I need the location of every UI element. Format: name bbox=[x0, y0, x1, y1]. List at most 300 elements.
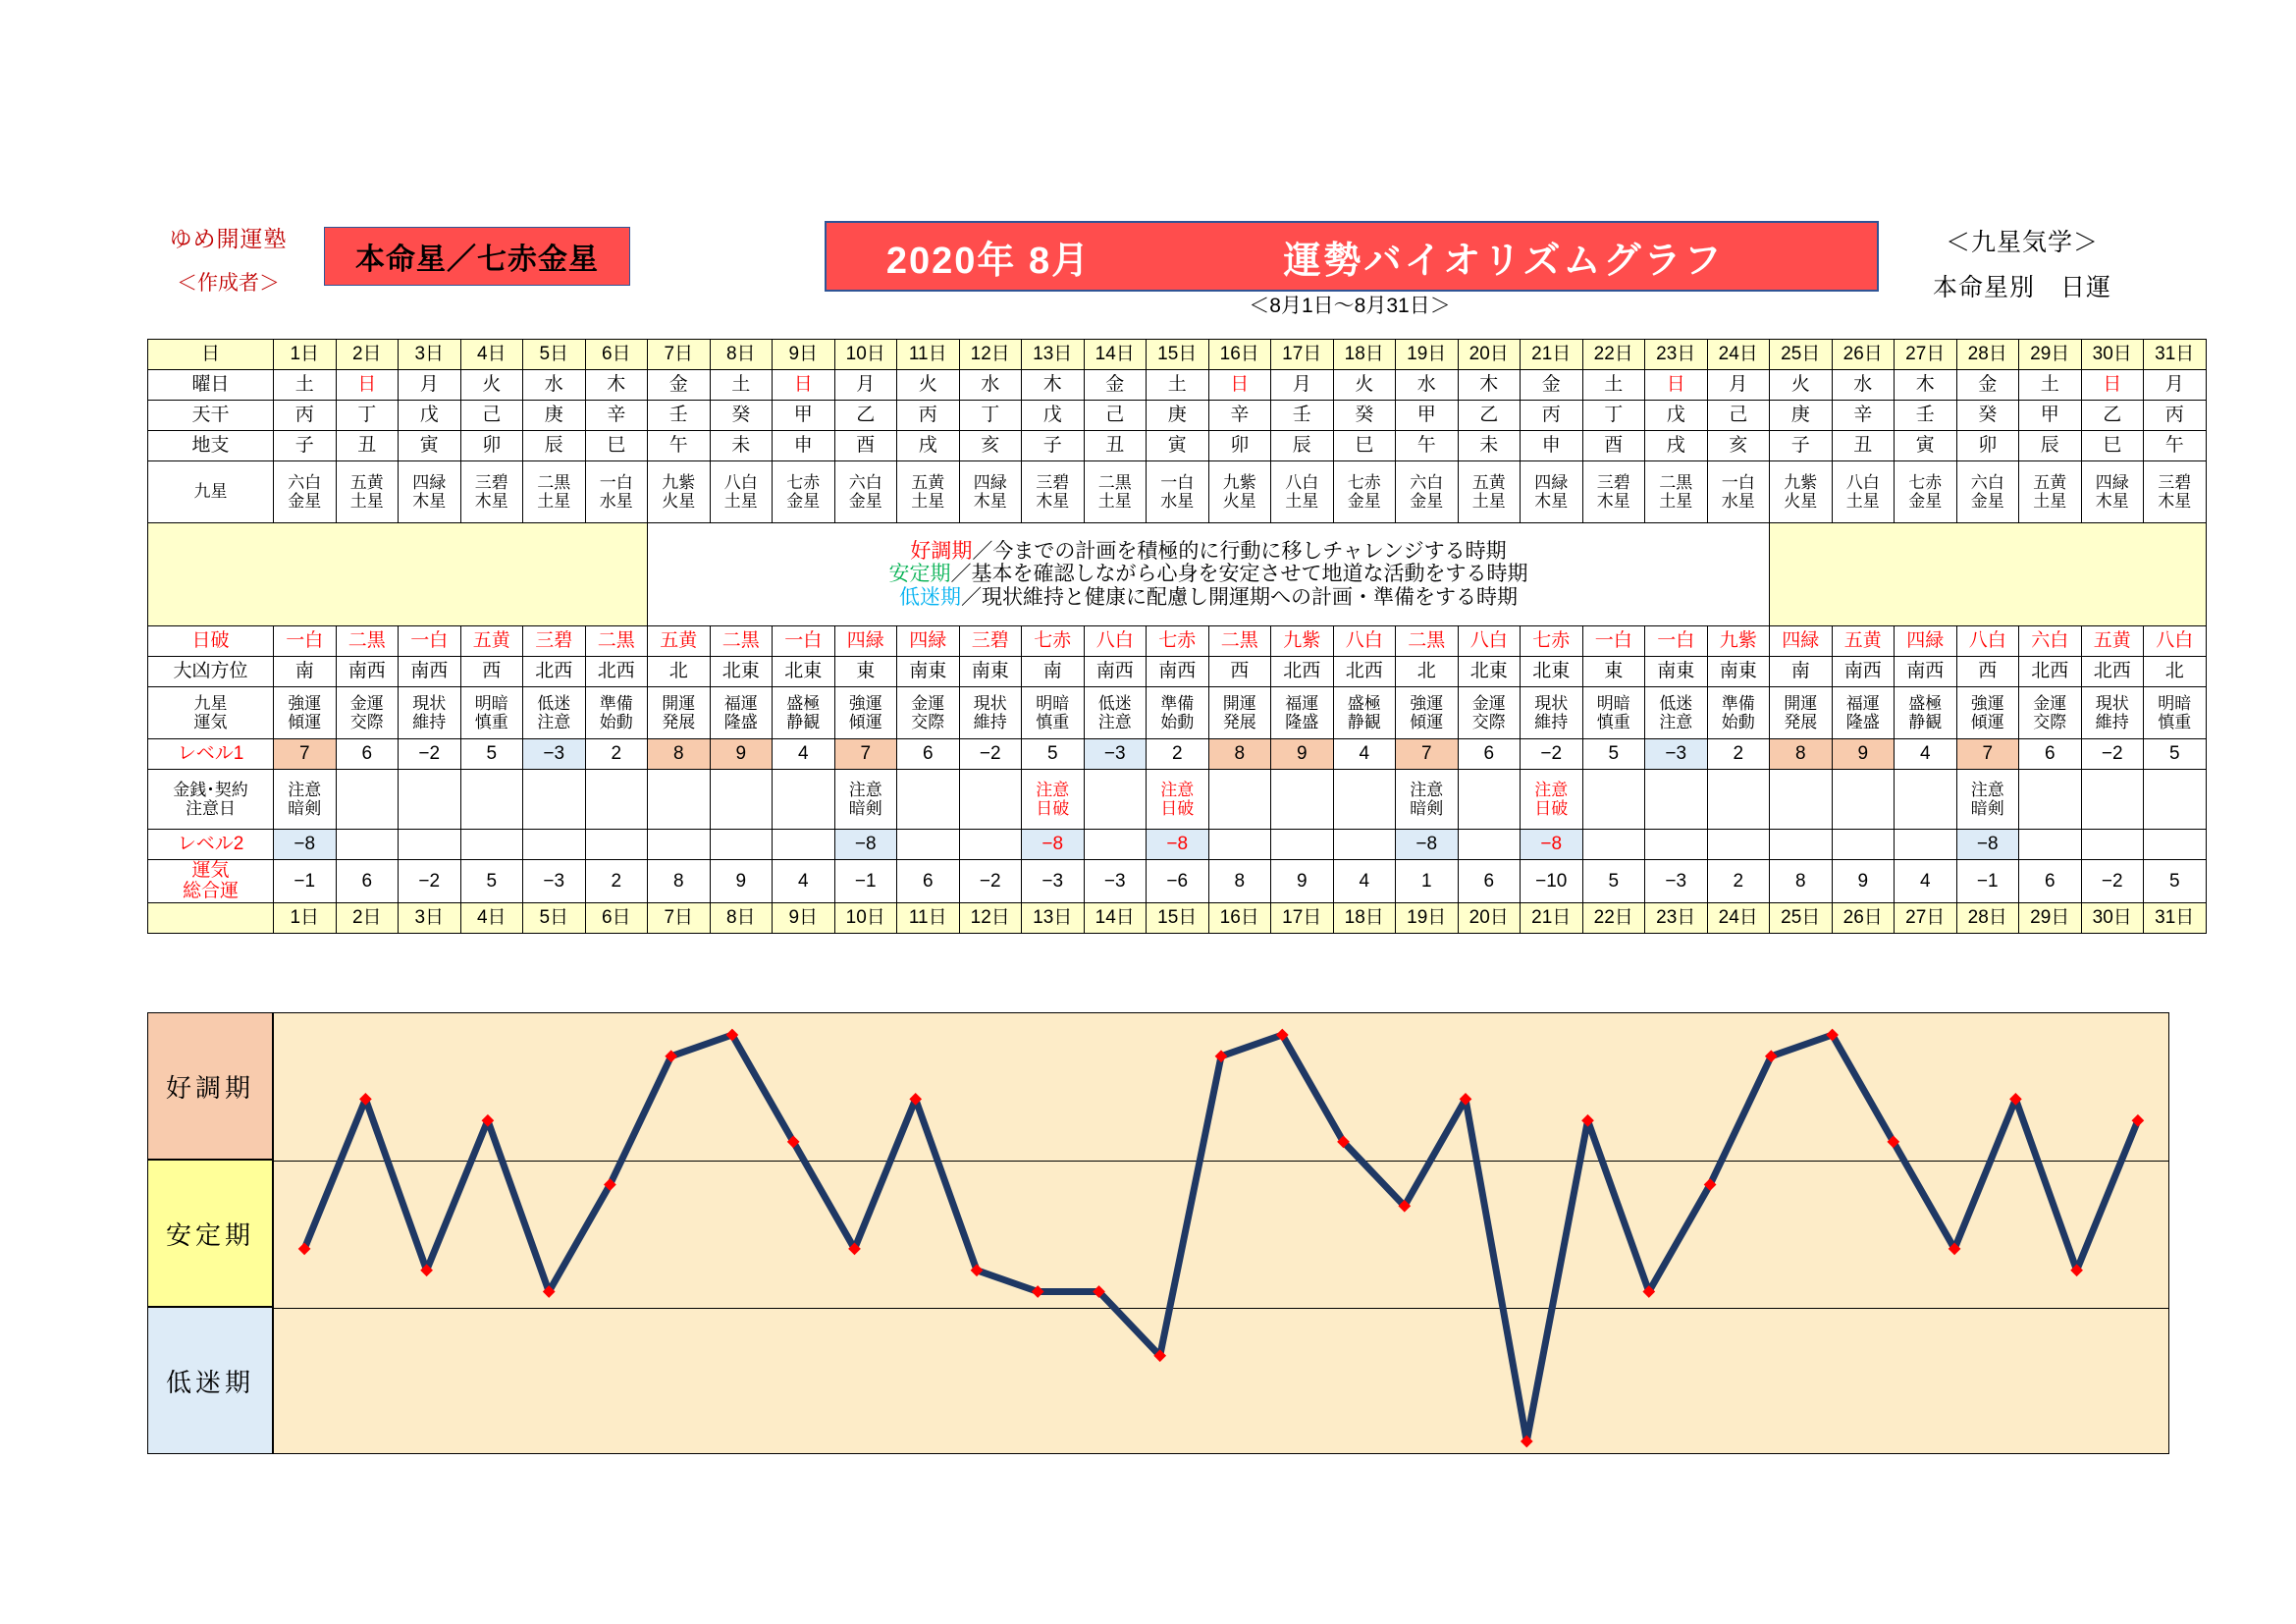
sogo-cell: −1 bbox=[834, 860, 897, 903]
unki-cell: 盛極 静観 bbox=[1895, 687, 1957, 739]
tenkan-cell: 丁 bbox=[1582, 401, 1645, 431]
kyusei-cell: 七赤 金星 bbox=[1333, 461, 1396, 523]
level2-cell bbox=[1208, 830, 1271, 860]
nippa-cell: 五黄 bbox=[2081, 626, 2144, 657]
nippa-cell: 二黒 bbox=[585, 626, 648, 657]
weekday-cell: 金 bbox=[1084, 370, 1147, 401]
chishi-cell: 卯 bbox=[1956, 431, 2019, 461]
sogo-cell: −1 bbox=[1956, 860, 2019, 903]
kinsen-cell bbox=[523, 770, 586, 830]
row-label: 大凶方位 bbox=[148, 657, 274, 687]
row-label: 天干 bbox=[148, 401, 274, 431]
level1-cell: −2 bbox=[959, 739, 1022, 770]
kyusei-cell: 七赤 金星 bbox=[773, 461, 835, 523]
day-footer-cell: 1日 bbox=[274, 902, 337, 933]
weekday-cell: 日 bbox=[773, 370, 835, 401]
row-label: 日破 bbox=[148, 626, 274, 657]
nippa-cell: 三碧 bbox=[523, 626, 586, 657]
row-chishi bbox=[148, 431, 2207, 461]
nippa-cell: 二黒 bbox=[1208, 626, 1271, 657]
row-sogo bbox=[148, 860, 2207, 903]
brand-name: ゆめ開運塾 bbox=[169, 226, 288, 251]
level2-cell bbox=[336, 830, 399, 860]
day-footer-cell: 18日 bbox=[1333, 902, 1396, 933]
chishi-cell: 寅 bbox=[1895, 431, 1957, 461]
kyusei-cell: 八白 土星 bbox=[1271, 461, 1334, 523]
level2-cell: −8 bbox=[1147, 830, 1209, 860]
daikyo-cell: 北西 bbox=[1333, 657, 1396, 687]
kinsen-cell bbox=[1832, 770, 1895, 830]
nippa-cell: 八白 bbox=[2144, 626, 2207, 657]
page-header bbox=[147, 221, 2169, 317]
chishi-cell: 午 bbox=[2144, 431, 2207, 461]
daikyo-cell: 東 bbox=[834, 657, 897, 687]
nippa-cell: 九紫 bbox=[1707, 626, 1770, 657]
unki-cell: 開運 発展 bbox=[1770, 687, 1833, 739]
day-footer-cell: 16日 bbox=[1208, 902, 1271, 933]
level1-cell: 6 bbox=[2019, 739, 2082, 770]
sogo-cell: 4 bbox=[1333, 860, 1396, 903]
tenkan-cell: 乙 bbox=[834, 401, 897, 431]
unki-cell: 金運 交際 bbox=[336, 687, 399, 739]
weekday-cell: 月 bbox=[399, 370, 461, 401]
day-footer-cell: 20日 bbox=[1458, 902, 1521, 933]
day-footer-cell: 22日 bbox=[1582, 902, 1645, 933]
kinsen-cell: 注意 暗剣 bbox=[1956, 770, 2019, 830]
day-footer-cell: 13日 bbox=[1022, 902, 1085, 933]
day-footer-cell: 4日 bbox=[460, 902, 523, 933]
day-header-cell: 1日 bbox=[274, 340, 337, 370]
chishi-cell: 子 bbox=[274, 431, 337, 461]
chishi-cell: 戌 bbox=[897, 431, 960, 461]
level2-cell: −8 bbox=[1521, 830, 1583, 860]
unki-cell: 強運 傾運 bbox=[1396, 687, 1459, 739]
level1-cell: 7 bbox=[834, 739, 897, 770]
unki-cell: 金運 交際 bbox=[897, 687, 960, 739]
level2-cell bbox=[523, 830, 586, 860]
day-header-cell: 6日 bbox=[585, 340, 648, 370]
tenkan-cell: 甲 bbox=[773, 401, 835, 431]
sogo-cell: 1 bbox=[1396, 860, 1459, 903]
daikyo-cell: 南西 bbox=[1895, 657, 1957, 687]
kinsen-cell bbox=[1645, 770, 1708, 830]
row-label: 金銭･契約 注意日 bbox=[148, 770, 274, 830]
kyusei-cell: 三碧 木星 bbox=[460, 461, 523, 523]
level2-cell bbox=[1271, 830, 1334, 860]
day-footer-cell: 23日 bbox=[1645, 902, 1708, 933]
daikyo-cell: 西 bbox=[1208, 657, 1271, 687]
chishi-cell: 子 bbox=[1022, 431, 1085, 461]
sogo-cell: 5 bbox=[460, 860, 523, 903]
level2-cell: −8 bbox=[1396, 830, 1459, 860]
chishi-cell: 申 bbox=[773, 431, 835, 461]
row-weekday bbox=[148, 370, 2207, 401]
level2-cell bbox=[1770, 830, 1833, 860]
tenkan-cell: 丙 bbox=[2144, 401, 2207, 431]
level1-cell: 5 bbox=[460, 739, 523, 770]
chishi-cell: 卯 bbox=[1208, 431, 1271, 461]
level2-cell: −8 bbox=[1956, 830, 2019, 860]
unki-cell: 現状 維持 bbox=[2081, 687, 2144, 739]
level1-cell: 6 bbox=[1458, 739, 1521, 770]
daikyo-cell: 北東 bbox=[1521, 657, 1583, 687]
level1-cell: 9 bbox=[1832, 739, 1895, 770]
row-notes bbox=[148, 523, 2207, 626]
chishi-cell: 卯 bbox=[460, 431, 523, 461]
sogo-cell: 6 bbox=[897, 860, 960, 903]
nippa-cell: 七赤 bbox=[1521, 626, 1583, 657]
kyusei-cell: 二黒 土星 bbox=[1084, 461, 1147, 523]
chishi-cell: 子 bbox=[1770, 431, 1833, 461]
kinsen-cell bbox=[2081, 770, 2144, 830]
chishi-cell: 辰 bbox=[1271, 431, 1334, 461]
day-header-cell: 5日 bbox=[523, 340, 586, 370]
nippa-cell: 一白 bbox=[274, 626, 337, 657]
day-footer-cell: 17日 bbox=[1271, 902, 1334, 933]
day-header-cell: 17日 bbox=[1271, 340, 1334, 370]
day-footer-cell: 3日 bbox=[399, 902, 461, 933]
day-footer-cell: 2日 bbox=[336, 902, 399, 933]
unki-cell: 準備 始動 bbox=[1147, 687, 1209, 739]
kinsen-cell bbox=[1084, 770, 1147, 830]
weekday-cell: 土 bbox=[274, 370, 337, 401]
day-footer-cell: 21日 bbox=[1521, 902, 1583, 933]
nippa-cell: 六白 bbox=[2019, 626, 2082, 657]
sogo-cell: 2 bbox=[585, 860, 648, 903]
day-footer-cell: 24日 bbox=[1707, 902, 1770, 933]
kyusei-cell: 九紫 火星 bbox=[648, 461, 711, 523]
row-unki bbox=[148, 687, 2207, 739]
kyusei-cell: 四緑 木星 bbox=[2081, 461, 2144, 523]
row-label: 九星 bbox=[148, 461, 274, 523]
day-header-cell: 31日 bbox=[2144, 340, 2207, 370]
level1-cell: 8 bbox=[648, 739, 711, 770]
level2-cell bbox=[1895, 830, 1957, 860]
level1-cell: −3 bbox=[1084, 739, 1147, 770]
tenkan-cell: 戊 bbox=[1022, 401, 1085, 431]
chishi-cell: 午 bbox=[648, 431, 711, 461]
kinsen-cell: 注意 日破 bbox=[1521, 770, 1583, 830]
sogo-cell: −1 bbox=[274, 860, 337, 903]
row-label: 運気 総合運 bbox=[148, 860, 274, 903]
day-header-cell: 22日 bbox=[1582, 340, 1645, 370]
kyusei-cell: 二黒 土星 bbox=[1645, 461, 1708, 523]
zone-label-teimei: 低迷期 bbox=[147, 1307, 273, 1454]
nippa-cell: 八白 bbox=[1084, 626, 1147, 657]
level1-cell: 7 bbox=[1956, 739, 2019, 770]
fortune-table-body bbox=[148, 340, 2207, 934]
row-level1 bbox=[148, 739, 2207, 770]
daikyo-cell: 北西 bbox=[2019, 657, 2082, 687]
level1-cell: −3 bbox=[1645, 739, 1708, 770]
level2-cell bbox=[710, 830, 773, 860]
daikyo-cell: 北東 bbox=[710, 657, 773, 687]
tenkan-cell: 壬 bbox=[1895, 401, 1957, 431]
sogo-cell: −2 bbox=[959, 860, 1022, 903]
level2-cell bbox=[773, 830, 835, 860]
level1-cell: 7 bbox=[1396, 739, 1459, 770]
row-day bbox=[148, 340, 2207, 370]
day-footer-cell: 28日 bbox=[1956, 902, 2019, 933]
level1-cell: 9 bbox=[710, 739, 773, 770]
kinsen-cell bbox=[1582, 770, 1645, 830]
day-footer-cell: 26日 bbox=[1832, 902, 1895, 933]
row-daikyo bbox=[148, 657, 2207, 687]
day-header-cell: 19日 bbox=[1396, 340, 1459, 370]
level2-cell: −8 bbox=[834, 830, 897, 860]
daikyo-cell: 南 bbox=[274, 657, 337, 687]
kyusei-cell: 七赤 金星 bbox=[1895, 461, 1957, 523]
sogo-cell: 9 bbox=[1271, 860, 1334, 903]
weekday-cell: 土 bbox=[1582, 370, 1645, 401]
level1-cell: −2 bbox=[399, 739, 461, 770]
kyusei-cell: 六白 金星 bbox=[1396, 461, 1459, 523]
unki-cell: 福運 隆盛 bbox=[1832, 687, 1895, 739]
day-header-cell: 12日 bbox=[959, 340, 1022, 370]
tenkan-cell: 乙 bbox=[2081, 401, 2144, 431]
day-footer-cell: 29日 bbox=[2019, 902, 2082, 933]
tenkan-cell: 辛 bbox=[585, 401, 648, 431]
tenkan-cell: 甲 bbox=[1396, 401, 1459, 431]
level2-cell bbox=[959, 830, 1022, 860]
row-label: レベル2 bbox=[148, 830, 274, 860]
level1-cell: 2 bbox=[1147, 739, 1209, 770]
chishi-cell: 亥 bbox=[959, 431, 1022, 461]
tenkan-cell: 辛 bbox=[1832, 401, 1895, 431]
level2-cell bbox=[2144, 830, 2207, 860]
level2-cell bbox=[399, 830, 461, 860]
chishi-cell: 戌 bbox=[1645, 431, 1708, 461]
kyusei-cell: 五黄 土星 bbox=[336, 461, 399, 523]
unki-cell: 現状 維持 bbox=[399, 687, 461, 739]
nippa-cell: 四緑 bbox=[1770, 626, 1833, 657]
unki-cell: 低迷 注意 bbox=[523, 687, 586, 739]
level1-cell: −2 bbox=[2081, 739, 2144, 770]
weekday-cell: 金 bbox=[1956, 370, 2019, 401]
tenkan-cell: 癸 bbox=[1956, 401, 2019, 431]
tenkan-cell: 己 bbox=[460, 401, 523, 431]
kyusei-cell: 八白 土星 bbox=[1832, 461, 1895, 523]
page-title: 運勢バイオリズムグラフ bbox=[1283, 240, 1725, 282]
day-header-cell: 30日 bbox=[2081, 340, 2144, 370]
sogo-cell: −10 bbox=[1521, 860, 1583, 903]
chishi-cell: 亥 bbox=[1707, 431, 1770, 461]
day-footer-cell: 27日 bbox=[1895, 902, 1957, 933]
kinsen-cell bbox=[1770, 770, 1833, 830]
chishi-cell: 辰 bbox=[2019, 431, 2082, 461]
sogo-cell: −3 bbox=[1645, 860, 1708, 903]
daikyo-cell: 東 bbox=[1582, 657, 1645, 687]
kyusei-cell: 一白 水星 bbox=[1147, 461, 1209, 523]
biorhythm-graph bbox=[147, 1012, 2169, 1454]
tenkan-cell: 乙 bbox=[1458, 401, 1521, 431]
level1-cell: 7 bbox=[274, 739, 337, 770]
nippa-cell: 八白 bbox=[1458, 626, 1521, 657]
chishi-cell: 巳 bbox=[2081, 431, 2144, 461]
level2-cell bbox=[1084, 830, 1147, 860]
day-header-cell: 23日 bbox=[1645, 340, 1708, 370]
daikyo-cell: 南東 bbox=[1707, 657, 1770, 687]
sogo-cell: 6 bbox=[336, 860, 399, 903]
day-footer-cell: 19日 bbox=[1396, 902, 1459, 933]
sogo-cell: 4 bbox=[1895, 860, 1957, 903]
unki-cell: 強運 傾運 bbox=[834, 687, 897, 739]
day-header-cell: 9日 bbox=[773, 340, 835, 370]
year-month-label: 2020年 8月 bbox=[885, 240, 1092, 282]
sogo-cell: 2 bbox=[1707, 860, 1770, 903]
graph-plot-area bbox=[273, 1012, 2169, 1454]
daikyo-cell: 北東 bbox=[1458, 657, 1521, 687]
day-footer-cell: 14日 bbox=[1084, 902, 1147, 933]
day-header-cell: 26日 bbox=[1832, 340, 1895, 370]
weekday-cell: 火 bbox=[1333, 370, 1396, 401]
category-sub-label: 本命星別 日運 bbox=[1932, 274, 2111, 301]
notes-block: 好調期／今までの計画を積極的に行動に移しチャレンジする時期 安定期／基本を確認しながら心身を安定させて地道な活動をする時期 低迷期／現状維持と健康に配慮し開運期への計画・準備をする時期 bbox=[648, 523, 1770, 626]
weekday-cell: 水 bbox=[959, 370, 1022, 401]
weekday-cell: 日 bbox=[1208, 370, 1271, 401]
unki-cell: 福運 隆盛 bbox=[710, 687, 773, 739]
nippa-cell: 四緑 bbox=[834, 626, 897, 657]
level1-cell: 8 bbox=[1208, 739, 1271, 770]
chishi-cell: 巳 bbox=[585, 431, 648, 461]
level1-cell: 4 bbox=[1895, 739, 1957, 770]
level1-cell: −2 bbox=[1521, 739, 1583, 770]
nippa-cell: 四緑 bbox=[897, 626, 960, 657]
tenkan-cell: 丁 bbox=[336, 401, 399, 431]
brand-author: ＜作成者＞ bbox=[177, 272, 280, 295]
kyusei-cell: 六白 金星 bbox=[274, 461, 337, 523]
sogo-cell: 8 bbox=[1770, 860, 1833, 903]
unki-cell: 明暗 慎重 bbox=[460, 687, 523, 739]
weekday-cell: 日 bbox=[1645, 370, 1708, 401]
unki-cell: 金運 交際 bbox=[2019, 687, 2082, 739]
day-header-cell: 25日 bbox=[1770, 340, 1833, 370]
kyusei-cell: 五黄 土星 bbox=[2019, 461, 2082, 523]
tenkan-cell: 壬 bbox=[1271, 401, 1334, 431]
sogo-cell: −3 bbox=[523, 860, 586, 903]
tenkan-cell: 庚 bbox=[523, 401, 586, 431]
day-header-cell: 21日 bbox=[1521, 340, 1583, 370]
daikyo-cell: 北西 bbox=[585, 657, 648, 687]
row-label bbox=[148, 902, 274, 933]
row-label: 九星 運気 bbox=[148, 687, 274, 739]
sogo-cell: 5 bbox=[1582, 860, 1645, 903]
day-footer-cell: 30日 bbox=[2081, 902, 2144, 933]
day-header-cell: 13日 bbox=[1022, 340, 1085, 370]
day-header-cell: 3日 bbox=[399, 340, 461, 370]
kinsen-cell bbox=[1707, 770, 1770, 830]
daikyo-cell: 北 bbox=[648, 657, 711, 687]
unki-cell: 福運 隆盛 bbox=[1271, 687, 1334, 739]
weekday-cell: 火 bbox=[460, 370, 523, 401]
sogo-cell: 8 bbox=[1208, 860, 1271, 903]
day-header-cell: 18日 bbox=[1333, 340, 1396, 370]
kinsen-cell bbox=[399, 770, 461, 830]
nippa-cell: 五黄 bbox=[1832, 626, 1895, 657]
sogo-cell: −3 bbox=[1022, 860, 1085, 903]
tenkan-cell: 甲 bbox=[2019, 401, 2082, 431]
daikyo-cell: 南東 bbox=[897, 657, 960, 687]
weekday-cell: 土 bbox=[2019, 370, 2082, 401]
chishi-cell: 丑 bbox=[1832, 431, 1895, 461]
chishi-cell: 巳 bbox=[1333, 431, 1396, 461]
sogo-cell: −3 bbox=[1084, 860, 1147, 903]
level2-cell bbox=[2081, 830, 2144, 860]
level2-cell bbox=[2019, 830, 2082, 860]
weekday-cell: 月 bbox=[1271, 370, 1334, 401]
day-header-cell: 7日 bbox=[648, 340, 711, 370]
kyusei-cell: 三碧 木星 bbox=[1022, 461, 1085, 523]
sogo-cell: 4 bbox=[773, 860, 835, 903]
day-footer-cell: 10日 bbox=[834, 902, 897, 933]
unki-cell: 明暗 慎重 bbox=[1022, 687, 1085, 739]
kyusei-cell: 九紫 火星 bbox=[1208, 461, 1271, 523]
row-day-footer bbox=[148, 902, 2207, 933]
sogo-cell: 6 bbox=[1458, 860, 1521, 903]
chishi-cell: 寅 bbox=[399, 431, 461, 461]
kinsen-cell: 注意 暗剣 bbox=[1396, 770, 1459, 830]
weekday-cell: 月 bbox=[2144, 370, 2207, 401]
chishi-cell: 寅 bbox=[1147, 431, 1209, 461]
row-level2 bbox=[148, 830, 2207, 860]
chishi-cell: 申 bbox=[1521, 431, 1583, 461]
tenkan-cell: 丙 bbox=[274, 401, 337, 431]
unki-cell: 強運 傾運 bbox=[274, 687, 337, 739]
weekday-cell: 水 bbox=[1396, 370, 1459, 401]
weekday-cell: 木 bbox=[1895, 370, 1957, 401]
kyusei-cell: 二黒 土星 bbox=[523, 461, 586, 523]
daikyo-cell: 北西 bbox=[523, 657, 586, 687]
daikyo-cell: 西 bbox=[460, 657, 523, 687]
nippa-cell: 一白 bbox=[1645, 626, 1708, 657]
day-header-cell: 8日 bbox=[710, 340, 773, 370]
kinsen-cell: 注意 暗剣 bbox=[274, 770, 337, 830]
daikyo-cell: 南西 bbox=[1084, 657, 1147, 687]
unki-cell: 低迷 注意 bbox=[1645, 687, 1708, 739]
tenkan-cell: 丙 bbox=[897, 401, 960, 431]
chishi-cell: 酉 bbox=[834, 431, 897, 461]
level2-cell bbox=[648, 830, 711, 860]
tenkan-cell: 戊 bbox=[1645, 401, 1708, 431]
data-point-marker bbox=[1521, 1435, 1533, 1448]
kyusei-cell: 四緑 木星 bbox=[1521, 461, 1583, 523]
chishi-cell: 丑 bbox=[336, 431, 399, 461]
level1-cell: 5 bbox=[1022, 739, 1085, 770]
level1-cell: 4 bbox=[1333, 739, 1396, 770]
sogo-cell: 9 bbox=[1832, 860, 1895, 903]
weekday-cell: 木 bbox=[1022, 370, 1085, 401]
nippa-cell: 三碧 bbox=[959, 626, 1022, 657]
unki-cell: 準備 始動 bbox=[1707, 687, 1770, 739]
weekday-cell: 月 bbox=[1707, 370, 1770, 401]
daikyo-cell: 南東 bbox=[959, 657, 1022, 687]
day-header-cell: 15日 bbox=[1147, 340, 1209, 370]
fortune-table bbox=[147, 339, 2207, 934]
daikyo-cell: 北西 bbox=[2081, 657, 2144, 687]
daikyo-cell: 南 bbox=[1770, 657, 1833, 687]
kinsen-cell bbox=[1208, 770, 1271, 830]
nippa-cell: 七赤 bbox=[1022, 626, 1085, 657]
honmei-star-label: 本命星／七赤金星 bbox=[355, 244, 599, 276]
nippa-cell: 一白 bbox=[773, 626, 835, 657]
level2-cell bbox=[1832, 830, 1895, 860]
kinsen-cell bbox=[1333, 770, 1396, 830]
unki-cell: 盛極 静観 bbox=[1333, 687, 1396, 739]
chishi-cell: 午 bbox=[1396, 431, 1459, 461]
level1-cell: 8 bbox=[1770, 739, 1833, 770]
day-footer-cell: 31日 bbox=[2144, 902, 2207, 933]
day-header-cell: 28日 bbox=[1956, 340, 2019, 370]
